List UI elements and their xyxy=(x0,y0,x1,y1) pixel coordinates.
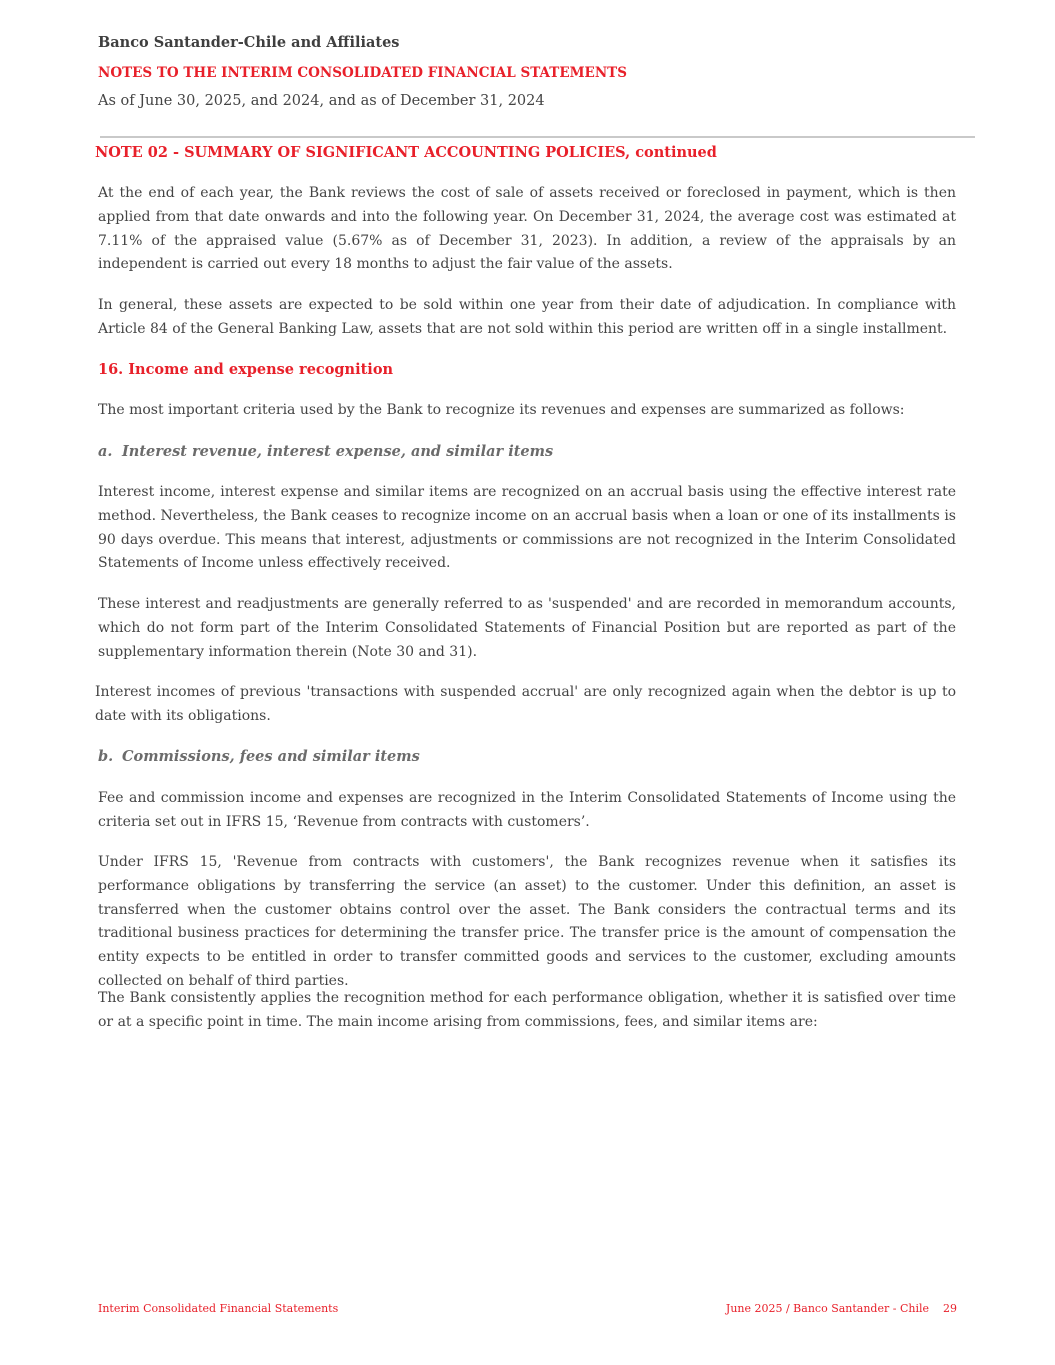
subsection-a-letter: a. xyxy=(98,443,113,460)
paragraph-interest-income: Interest income, interest expense and similar items are recognized on an accrual basis using the effective interest rate method. Nevertheless, the Bank ceases to recognize income on an accrual basis when a loan or one of its installments is 90 days overdue. This means that interest, adjustments or commissions are not recognized in the Interim Consolidated Statements of Income unless effectively received. xyxy=(98,484,956,572)
paragraph-suspended: These interest and readjustments are generally referred to as 'suspended' and are recorded in memorandum accounts, which do not form part of the Interim Consolidated Statements of Financial Position but are reported as part of the supplementary information therein (Note 30 and 31). xyxy=(98,596,956,660)
subsection-b-label: Commissions, fees and similar items xyxy=(122,748,420,765)
header-divider xyxy=(100,136,975,138)
section-16-title: 16. Income and expense recognition xyxy=(98,361,394,378)
page-number: 29 xyxy=(943,1302,957,1315)
notes-title: NOTES TO THE INTERIM CONSOLIDATED FINANCIAL STATEMENTS xyxy=(98,65,627,81)
paragraph-ifrs15: Under IFRS 15, 'Revenue from contracts with customers', the Bank recognizes revenue when it satisfies its performance obligations by transferring the service (an asset) to the customer. Under this definition, an asset is transferred when the customer obtains control over the asset. The Bank considers the contractual terms and its traditional business practices for determining the transfer price. The transfer price is the amount of compensation the entity expects to be entitled in order to transfer committed goods and services to the customer, excluding amounts collected on behalf of third parties. xyxy=(98,854,956,989)
subsection-a-title xyxy=(98,443,553,460)
paragraph-fee-income: Fee and commission income and expenses are recognized in the Interim Consolidated Statements of Income using the criteria set out in IFRS 15, ‘Revenue from contracts with customers’. xyxy=(98,790,956,830)
company-name: Banco Santander-Chile and Affiliates xyxy=(98,34,400,51)
footer-date-brand: June 2025 / Banco Santander - Chile xyxy=(725,1302,929,1315)
paragraph-cost-of-sale: At the end of each year, the Bank reviews the cost of sale of assets received or foreclosed in payment, which is then applied from that date onwards and into the following year. On December 31, 2024, the average cost was estimated at 7.11% of the appraised value (5.67% as of December 31, 2023). In addition, a review of the appraisals by an independent is carried out every 18 months to adjust the fair value of the assets. xyxy=(98,185,956,273)
subsection-b-letter: b. xyxy=(98,748,114,765)
paragraph-recognition-method: The Bank consistently applies the recognition method for each performance obligation, whether it is satisfied over time or at a specific point in time. The main income arising from commissions, fees, and similar items are: xyxy=(98,990,956,1030)
paragraph-criteria: The most important criteria used by the Bank to recognize its revenues and expenses are summarized as follows: xyxy=(98,402,905,418)
paragraph-assets-sold: In general, these assets are expected to be sold within one year from their date of adjudication. In compliance with Article 84 of the General Banking Law, assets that are not sold within this period are written off in a single installment. xyxy=(98,297,956,337)
subsection-a-label: Interest revenue, interest expense, and similar items xyxy=(122,443,554,460)
subsection-b-title xyxy=(98,748,420,765)
paragraph-previous-transactions: Interest incomes of previous 'transactions with suspended accrual' are only recognized again when the debtor is up to date with its obligations. xyxy=(95,684,956,724)
footer-document-title: Interim Consolidated Financial Statements xyxy=(98,1302,339,1315)
note-title: NOTE 02 - SUMMARY OF SIGNIFICANT ACCOUNTING POLICIES, continued xyxy=(95,144,717,161)
date-line: As of June 30, 2025, and 2024, and as of December 31, 2024 xyxy=(98,93,545,109)
footer-right xyxy=(726,1302,957,1315)
